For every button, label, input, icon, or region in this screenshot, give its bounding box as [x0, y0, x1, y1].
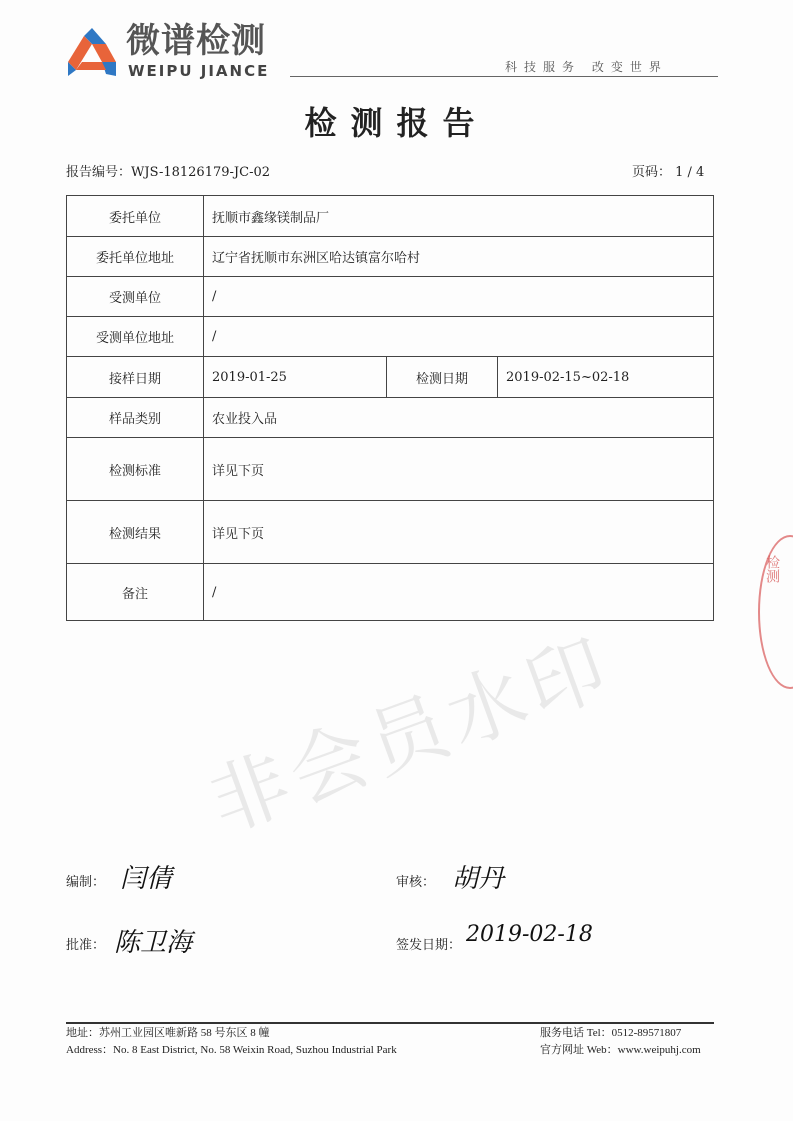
service-tel: 服务电话 Tel：0512-89571807	[540, 1027, 682, 1039]
website: 官方网址 Web：www.weipuhj.com	[540, 1044, 701, 1056]
page-title: 检测报告	[304, 104, 489, 142]
standard-value: 详见下页	[204, 438, 714, 501]
issue-date-handwritten: 2019-02-18	[466, 922, 593, 947]
table-row	[67, 564, 714, 621]
table-row	[67, 357, 714, 398]
category-value: 农业投入品	[204, 398, 714, 438]
client-value: 抚顺市鑫缘镁制品厂	[204, 196, 714, 237]
watermark: 非会员水印	[198, 621, 624, 850]
slogan: 科技服务 改变世界	[505, 60, 668, 74]
brand-name-en: WEIPU JIANCE	[128, 62, 270, 80]
table-row	[67, 277, 714, 317]
tested-address-value: /	[204, 317, 714, 357]
compiled-label: 编制：	[66, 875, 106, 890]
standard-label: 检测标准	[67, 438, 204, 501]
category-label: 样品类别	[67, 398, 204, 438]
report-number: 报告编号：WJS-18126179-JC-02	[66, 165, 271, 180]
table-row	[67, 501, 714, 564]
header-divider	[290, 76, 718, 77]
reviewed-signature: 胡丹	[452, 864, 505, 894]
tested-unit-label: 受测单位	[67, 277, 204, 317]
issue-date-label: 签发日期：	[396, 938, 462, 953]
red-stamp	[758, 535, 793, 689]
table-row	[67, 398, 714, 438]
table-row	[67, 196, 714, 237]
reviewed-label: 审核：	[396, 875, 436, 890]
client-address-label: 委托单位地址	[67, 237, 204, 277]
compiled-signature: 闫倩	[120, 864, 173, 894]
remark-value: /	[204, 564, 714, 621]
address-en: Address：No. 8 East District, No. 58 Weixin Road, Suzhou Industrial Park	[66, 1044, 397, 1056]
footer-contact	[540, 1025, 701, 1059]
table-row	[67, 237, 714, 277]
address-cn: 地址：苏州工业园区唯新路 58 号东区 8 幢	[66, 1027, 270, 1039]
weipu-logo-icon	[66, 26, 118, 78]
footer-divider	[66, 1022, 714, 1024]
test-date-label: 检测日期	[387, 357, 498, 398]
receive-date-label: 接样日期	[67, 357, 204, 398]
page-number: 页码： 1 / 4	[632, 165, 705, 180]
tested-unit-value: /	[204, 277, 714, 317]
result-value: 详见下页	[204, 501, 714, 564]
client-label: 委托单位	[67, 196, 204, 237]
receive-date-value: 2019-01-25	[204, 357, 387, 398]
footer-address	[66, 1025, 397, 1059]
table-row	[67, 317, 714, 357]
remark-label: 备注	[67, 564, 204, 621]
stamp-text: 检测	[764, 555, 780, 583]
test-date-value: 2019-02-15~02-18	[498, 357, 714, 398]
tested-address-label: 受测单位地址	[67, 317, 204, 357]
brand-name-cn: 微谱检测	[126, 21, 266, 61]
table-row	[67, 438, 714, 501]
report-info-table	[66, 195, 714, 621]
result-label: 检测结果	[67, 501, 204, 564]
approved-signature: 陈卫海	[114, 928, 193, 958]
client-address-value: 辽宁省抚顺市东洲区哈达镇富尔哈村	[204, 237, 714, 277]
approved-label: 批准：	[66, 938, 106, 953]
